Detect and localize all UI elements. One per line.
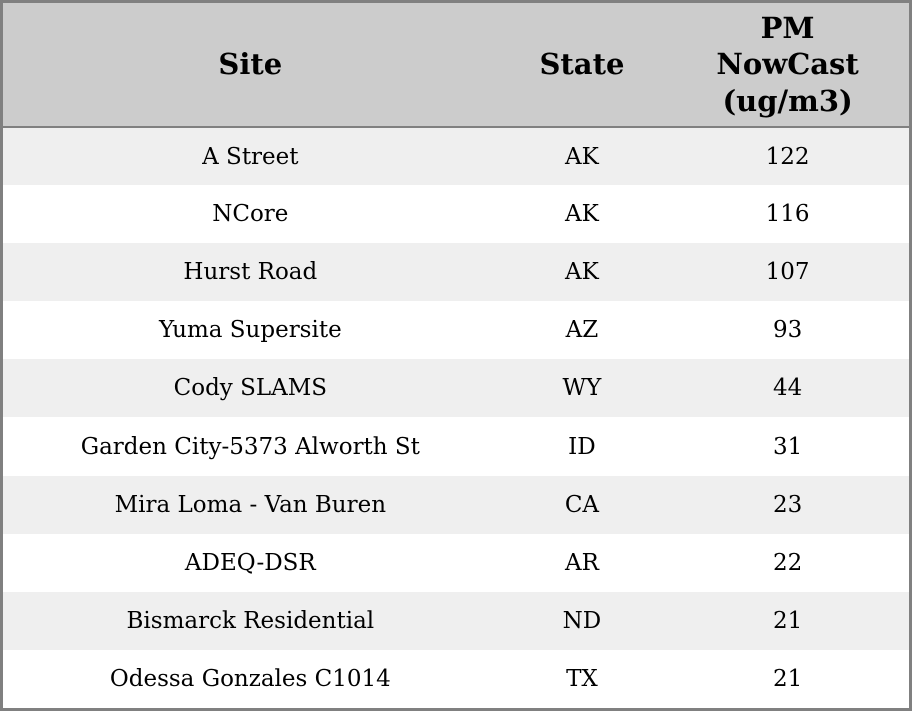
value-cell: 22 [666,534,909,592]
state-cell: AZ [498,301,667,359]
site-cell: Mira Loma - Van Buren [3,476,498,534]
table-row [3,650,909,708]
state-cell: TX [498,650,667,708]
value-cell: 23 [666,476,909,534]
site-cell: Odessa Gonzales C1014 [3,650,498,708]
table-row [3,417,909,475]
column-header-pm-nowcast-label: PM NowCast (ug/m3) [716,11,859,118]
value-cell: 122 [666,127,909,185]
state-cell: AR [498,534,667,592]
site-cell: Garden City-5373 Alworth St [3,417,498,475]
state-cell: AK [498,127,667,185]
column-header-state: State [498,3,667,127]
value-cell: 21 [666,592,909,650]
site-cell: A Street [3,127,498,185]
site-cell: NCore [3,185,498,243]
state-cell: AK [498,243,667,301]
table-body [3,127,909,708]
state-cell: ID [498,417,667,475]
state-cell: AK [498,185,667,243]
table-row [3,592,909,650]
site-cell: Yuma Supersite [3,301,498,359]
value-cell: 44 [666,359,909,417]
value-cell: 107 [666,243,909,301]
table-row [3,243,909,301]
table-row [3,476,909,534]
table-row [3,301,909,359]
site-cell: Hurst Road [3,243,498,301]
pm-nowcast-table [3,3,909,708]
state-cell: ND [498,592,667,650]
site-cell: Bismarck Residential [3,592,498,650]
table-row [3,127,909,185]
value-cell: 93 [666,301,909,359]
table-row [3,359,909,417]
table-row [3,534,909,592]
column-header-pm-nowcast [666,3,909,127]
value-cell: 21 [666,650,909,708]
value-cell: 31 [666,417,909,475]
value-cell: 116 [666,185,909,243]
site-cell: Cody SLAMS [3,359,498,417]
table-header [3,3,909,127]
header-row [3,3,909,127]
state-cell: CA [498,476,667,534]
state-cell: WY [498,359,667,417]
table-row [3,185,909,243]
site-cell: ADEQ-DSR [3,534,498,592]
column-header-site: Site [3,3,498,127]
